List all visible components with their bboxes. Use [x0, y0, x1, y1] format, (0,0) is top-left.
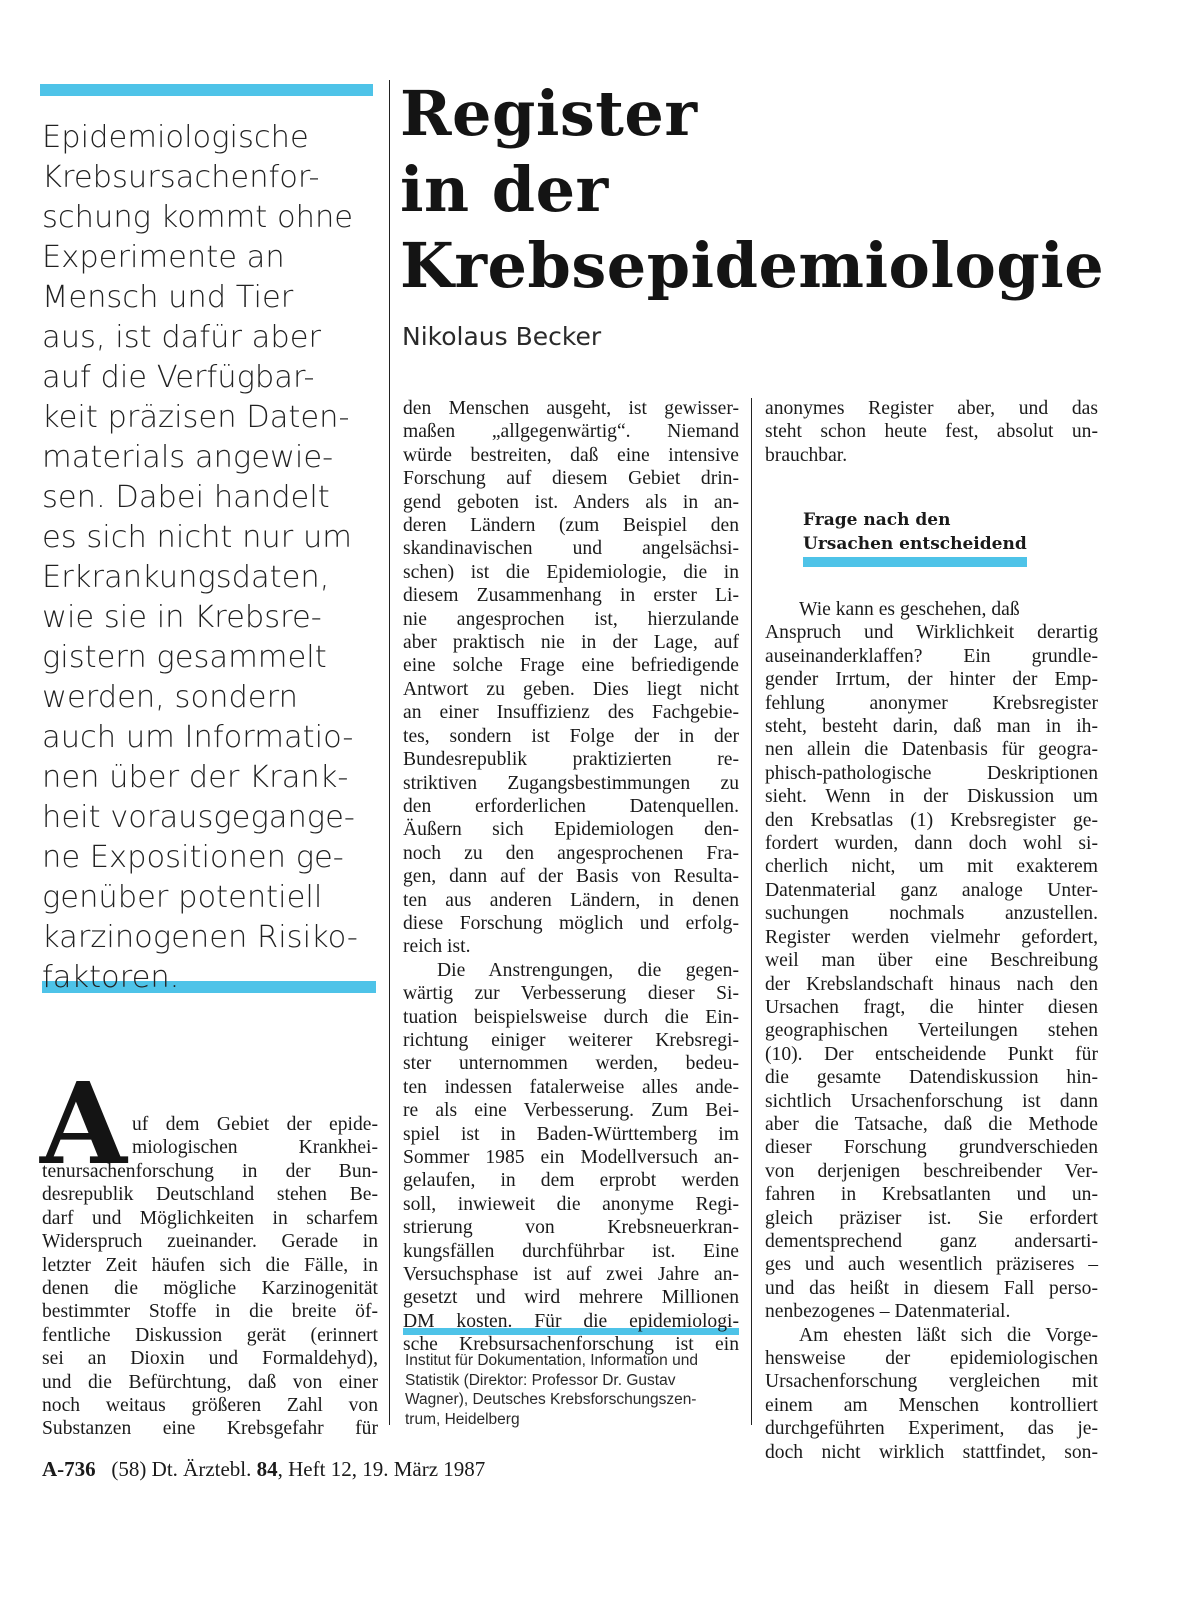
text-line: gesetzt und wird mehrere Millionen: [403, 1287, 739, 1309]
journal-volume: 84: [256, 1457, 278, 1481]
text-line: Wie kann es geschehen, daß: [799, 599, 1020, 620]
abstract-line: Krebsursachenfor-: [42, 160, 320, 195]
subhead-bar: [803, 557, 1027, 567]
text-line: einem am Menschen kontrolliert: [765, 1394, 1098, 1416]
abstract-line: karzinogenen Risiko-: [42, 920, 358, 955]
footnote-line: Statistik (Direktor: Professor Dr. Gustav: [405, 1371, 676, 1389]
text-line: richtung einiger weiterer Krebsregi-: [403, 1029, 739, 1051]
footnote-line: Wagner), Deutsches Krebsforschungszen-: [405, 1391, 697, 1408]
text-line: die gesamte Datendiskussion hin-: [765, 1067, 1098, 1089]
abstract-line: materials angewie-: [42, 440, 334, 475]
abstract-line: keit präzisen Daten-: [42, 400, 350, 435]
column-2-body: [403, 397, 739, 1357]
text-line: gen, dann auf der Basis von Resulta-: [403, 866, 739, 888]
abstract-line: aus, ist dafür aber: [42, 320, 322, 355]
text-line: aber praktisch nie in der Lage, auf: [403, 632, 739, 654]
text-line: der Krebslandschaft hinaus nach den: [765, 973, 1098, 995]
abstract-line: gistern gesammelt: [42, 640, 327, 675]
page-footer: [42, 1457, 485, 1482]
text-line: Ursachen fragt, die hinter diesen: [765, 996, 1098, 1018]
text-line: uf dem Gebiet der epide-: [132, 1114, 378, 1135]
text-line: spiel ist in Baden-Württemberg im: [403, 1123, 739, 1145]
author-name: Nikolaus Becker: [402, 322, 602, 351]
text-line: Substanzen eine Krebsgefahr für: [42, 1418, 378, 1440]
text-line: darf und Möglichkeiten in scharfem: [42, 1207, 378, 1229]
text-line: brauchbar.: [765, 444, 848, 466]
author-affiliation-footnote: [405, 1351, 741, 1429]
text-line: den Krebsatlas (1) Krebsregister ge-: [765, 809, 1098, 831]
text-line: letzter Zeit häufen sich die Fälle, in: [42, 1254, 378, 1276]
abstract-line: Erkrankungsdaten,: [42, 560, 330, 595]
top-accent-bar: [40, 84, 373, 96]
text-line: Datenmaterial ganz analoge Unter-: [765, 879, 1098, 901]
text-line: (10). Der entscheidende Punkt für: [765, 1043, 1098, 1065]
column-3-body: [765, 598, 1098, 1464]
text-line: striktiven Zugangsbestimmungen zu: [403, 772, 739, 794]
text-line: sichtlich Ursachenforschung ist dann: [765, 1090, 1098, 1112]
text-line: diesem Zusammenhang in erster Li-: [403, 585, 739, 607]
text-line: tenursachenforschung in der Bun-: [42, 1161, 378, 1182]
text-line: bestimmter Stoffe in die breite öf-: [42, 1301, 378, 1323]
text-line: suchungen nochmals anzustellen.: [765, 903, 1098, 925]
text-line: fentliche Diskussion gerät (erinnert: [42, 1324, 378, 1346]
title-line: Register: [400, 77, 698, 150]
text-line: Register werden vielmehr gefordert,: [765, 926, 1098, 948]
text-line: Die Anstrengungen, die gegen-: [437, 959, 739, 981]
text-line: anonymes Register aber, und das: [765, 398, 1098, 419]
column-rule-1: [389, 398, 390, 1425]
section-subheading: [803, 508, 1027, 556]
abstract-line: heit vorausgegange-: [42, 800, 355, 835]
text-line: gelaufen, in dem erprobt werden: [403, 1170, 739, 1192]
text-line: ten indessen fatalerweise alles ande-: [403, 1076, 739, 1098]
text-line: re als eine Verbesserung. Zum Bei-: [403, 1100, 739, 1122]
text-line: fehlung anonymer Krebsregister: [765, 692, 1098, 714]
footnote-line: Institut für Dokumentation, Information und: [405, 1352, 698, 1369]
text-line: nen allein die Datenbasis für geogra-: [765, 739, 1098, 761]
text-line: steht, besteht darin, daß man in ih-: [765, 716, 1098, 738]
abstract-line: Experimente an: [42, 240, 285, 275]
column-1-wrapped: [132, 1113, 378, 1160]
text-line: von derjenigen beschreibender Ver-: [765, 1160, 1098, 1182]
text-line: gender Irrtum, der hinter der Emp-: [765, 669, 1098, 691]
text-line: phisch-pathologische Deskriptionen: [765, 762, 1098, 784]
text-line: Versuchsphase ist auf zwei Jahre an-: [403, 1264, 739, 1286]
text-line: noch zu den angesprochenen Fra-: [403, 842, 739, 864]
abstract-line: faktoren.: [42, 960, 180, 995]
text-line: ster unternommen werden, bedeu-: [403, 1053, 739, 1075]
text-line: und das heißt in diesem Fall perso-: [765, 1277, 1098, 1299]
text-line: geographischen Verteilungen stehen: [765, 1020, 1098, 1042]
text-line: miologischen Krankhei-: [132, 1137, 378, 1159]
text-line: desrepublik Deutschland stehen Be-: [42, 1184, 378, 1206]
text-line: noch weitaus größeren Zahl von: [42, 1395, 378, 1417]
text-line: dieser Forschung grundverschieden: [765, 1137, 1098, 1159]
abstract-line: genüber potentiell: [42, 880, 323, 915]
abstract-line: nen über der Krank-: [42, 760, 349, 795]
text-line: nenbezogenes – Datenmaterial.: [765, 1301, 1011, 1323]
text-line: kungsfällen durchführbar ist. Eine: [403, 1240, 739, 1262]
text-line: Ursachenforschung vergleichen mit: [765, 1371, 1098, 1393]
text-line: sei an Dioxin und Formaldehyd),: [42, 1348, 378, 1370]
text-line: diese Forschung möglich und erfolg-: [403, 912, 739, 934]
subheading-line: Ursachen entscheidend: [803, 534, 1027, 554]
text-line: hensweise der epidemiologischen: [765, 1348, 1098, 1369]
subheading-line: Frage nach den: [803, 510, 951, 530]
text-line: Widerspruch zueinander. Gerade in: [42, 1231, 378, 1253]
text-line: reich ist.: [403, 936, 471, 958]
text-line: durchgeführten Experiment, das je-: [765, 1418, 1098, 1440]
text-line: sche Krebsursachenforschung ist ein: [403, 1334, 739, 1356]
text-line: fordert wurden, dann doch wohl si-: [765, 833, 1098, 855]
column-rule-2: [751, 398, 752, 1425]
text-line: nie angesprochen ist, hierzulande: [403, 608, 739, 630]
abstract-line: auch um Informatio-: [42, 720, 354, 755]
footnote-line: trum, Heidelberg: [405, 1410, 520, 1428]
text-line: steht schon heute fest, absolut un-: [765, 421, 1098, 443]
abstract-line: Epidemiologische: [42, 120, 309, 155]
column-3-top: [765, 397, 1098, 467]
drop-cap: A: [40, 1059, 127, 1190]
page-number: A-736: [42, 1457, 96, 1481]
title-line: Krebsepidemiologie: [400, 229, 1105, 302]
text-line: tes, sondern ist Folge der in der: [403, 725, 739, 747]
text-line: Forschung auf diesem Gebiet drin-: [403, 468, 739, 490]
text-line: soll, inwieweit die anonyme Regi-: [403, 1193, 739, 1215]
text-line: denen die mögliche Karzinogenität: [42, 1278, 378, 1300]
text-line: Anspruch und Wirklichkeit derartig: [765, 622, 1098, 644]
text-line: den Menschen ausgeht, ist gewisser-: [403, 398, 739, 419]
text-line: deren Ländern (zum Beispiel den: [403, 515, 739, 537]
text-line: skandinavischen und angelsächsi-: [403, 538, 739, 560]
text-line: weil man über eine Beschreibung: [765, 950, 1098, 972]
text-line: Am ehesten läßt sich die Vorge-: [799, 1324, 1098, 1346]
text-line: würde bestreiten, daß eine intensive: [403, 444, 739, 466]
abstract-line: werden, sondern: [42, 680, 298, 715]
text-line: eine solche Frage eine befriedigende: [403, 655, 739, 677]
abstract-line: wie sie in Krebsre-: [42, 600, 322, 635]
text-line: doch nicht wirklich stattfindet, son-: [765, 1441, 1098, 1463]
text-line: aber die Tatsache, daß die Methode: [765, 1113, 1098, 1135]
article-abstract: [42, 118, 382, 998]
abstract-line: sen. Dabei handelt: [42, 480, 330, 515]
text-line: gleich präziser ist. Sie erfordert: [765, 1207, 1098, 1229]
text-line: ten aus anderen Ländern, in denen: [403, 889, 739, 911]
text-line: sieht. Wenn in der Diskussion um: [765, 786, 1098, 808]
text-line: den erforderlichen Datenquellen.: [403, 795, 739, 817]
abstract-line: Mensch und Tier: [42, 280, 294, 315]
article-title: [400, 76, 1104, 304]
abstract-line: schung kommt ohne: [42, 200, 354, 235]
text-line: fahren in Krebsatlanten und un-: [765, 1184, 1098, 1206]
text-line: Äußern sich Epidemiologen den-: [403, 819, 739, 841]
text-line: Antwort zu geben. Dies liegt nicht: [403, 678, 739, 700]
abstract-line: auf die Verfügbar-: [42, 360, 315, 395]
abstract-line: es sich nicht nur um: [42, 520, 353, 555]
title-line: in der: [400, 153, 609, 226]
journal-citation-prefix: (58) Dt. Ärztebl.: [111, 1457, 252, 1481]
text-line: Sommer 1985 ein Modellversuch an-: [403, 1147, 739, 1168]
text-line: schen) ist die Epidemiologie, die in: [403, 561, 739, 583]
column-1-body: [42, 1160, 378, 1441]
journal-issue-date: , Heft 12, 19. März 1987: [277, 1457, 486, 1481]
header-column-rule: [389, 80, 390, 410]
text-line: DM kosten. Für die epidemiologi-: [403, 1310, 739, 1332]
text-line: und die Befürchtung, daß von einer: [42, 1371, 378, 1393]
text-line: auseinanderklaffen? Ein grundle-: [765, 645, 1098, 667]
text-line: gend geboten ist. Anders als in an-: [403, 491, 739, 513]
text-line: tuation beispielsweise durch die Ein-: [403, 1006, 739, 1028]
text-line: strierung von Krebsneuerkran-: [403, 1217, 739, 1239]
text-line: ges und auch wesentlich präziseres –: [765, 1254, 1098, 1276]
text-line: dementsprechend ganz andersarti-: [765, 1230, 1098, 1252]
text-line: maßen „allgegenwärtig“. Niemand: [403, 421, 739, 443]
text-line: an einer Insuffizienz des Fachgebie-: [403, 702, 739, 724]
text-line: cherlich nicht, um mit exakterem: [765, 856, 1098, 878]
abstract-line: ne Expositionen ge-: [42, 840, 344, 875]
text-line: wärtig zur Verbesserung dieser Si-: [403, 983, 739, 1005]
text-line: Bundesrepublik praktizierten re-: [403, 749, 739, 771]
